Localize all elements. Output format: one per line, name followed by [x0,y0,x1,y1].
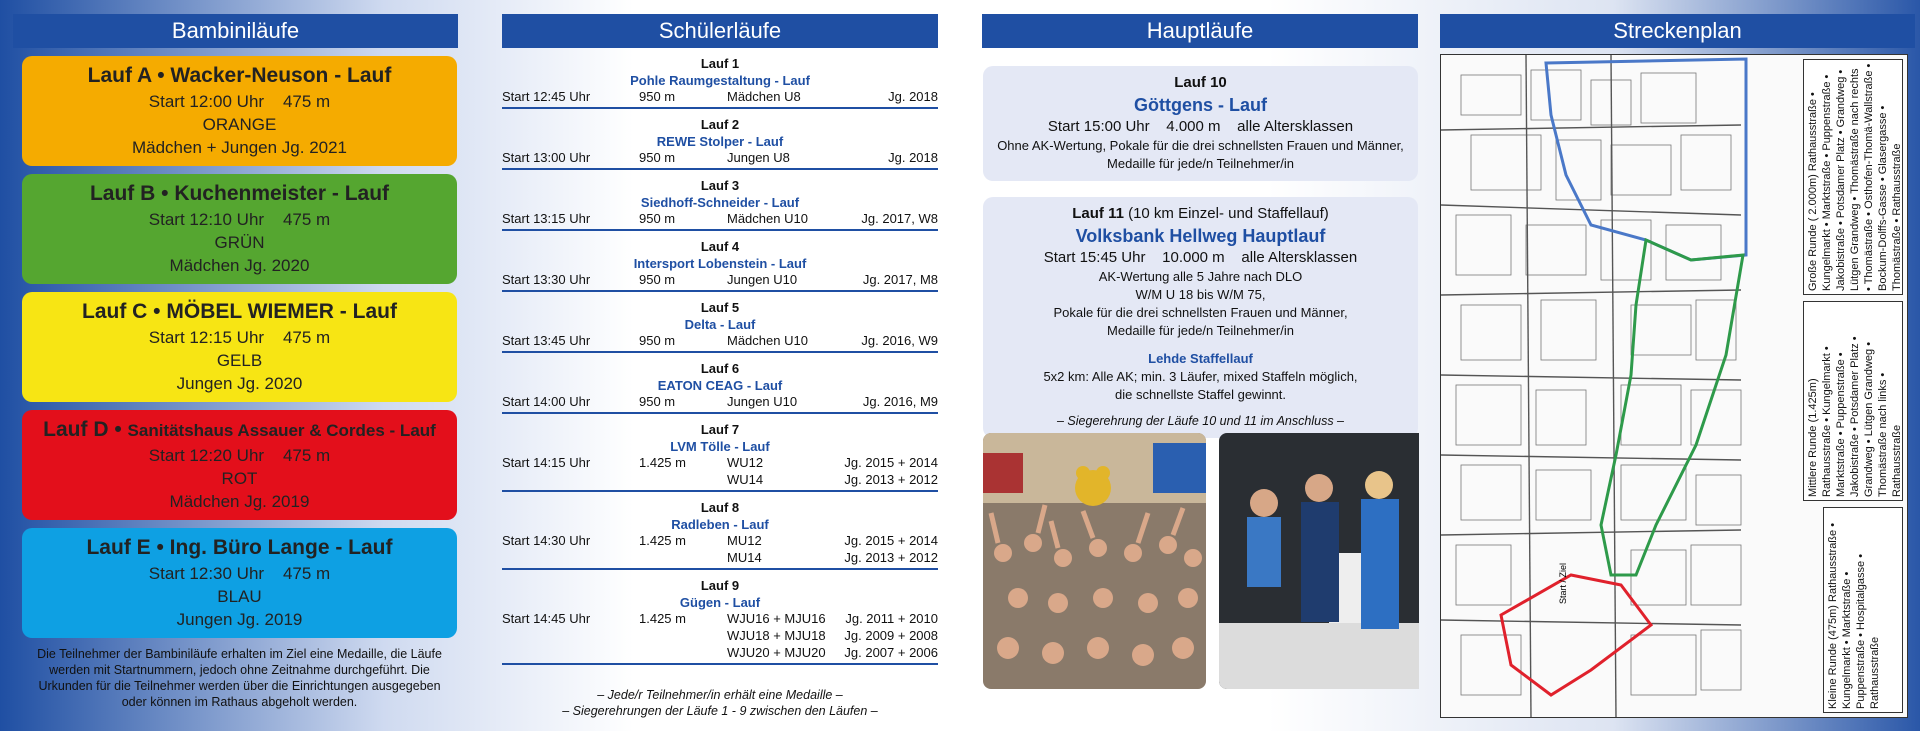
row-years: Jg. 2017, W8 [861,211,938,226]
schueler-run-row [502,645,938,662]
schueler-run-number: Lauf 9 [700,578,740,593]
bambini-run-group: Mädchen + Jungen Jg. 2021 [131,138,348,157]
schueler-run [502,577,938,665]
schueler-run-number: Lauf 8 [700,500,740,515]
row-distance: 1.425 m [639,455,686,470]
row-class: WU12 [727,455,764,470]
schueler-run-sponsor: Gügen - Lauf [679,595,761,610]
divider [502,412,938,414]
schueler-heading: Schülerläufe [502,14,938,48]
row-distance: 950 m [639,89,676,104]
divider [502,568,938,570]
row-start: Start 13:45 Uhr [502,333,591,348]
lauf-11-start: Start 15:45 Uhr 10.000 m alle Altersklassen [1043,249,1358,266]
row-distance: 950 m [639,150,676,165]
schueler-run-number: Lauf 3 [700,178,740,193]
row-class: Mädchen U10 [727,211,808,226]
bambini-run-title: Lauf A • Wacker-Neuson - Lauf [87,64,392,87]
bambini-heading: Bambiniläufe [13,14,458,48]
lauf-11-number: Lauf 11 (10 km Einzel- und Staffellauf) [1072,205,1329,222]
row-distance: 1.425 m [639,533,686,548]
schueler-run [502,116,938,170]
staffel-line: die schnellste Staffel gewinnt. [1114,387,1287,402]
schueler-footer-line: – Siegerehrungen der Läufe 1 - 9 zwischen den Läufen – [562,704,878,718]
row-class: WJU20 + MJU20 [727,645,826,660]
bambini-run-box [22,528,457,638]
schueler-run-number: Lauf 2 [700,117,740,132]
row-distance: 950 m [639,211,676,226]
lauf-10-start: Start 15:00 Uhr 4.000 m alle Altersklassen [1047,118,1354,135]
schueler-run-number: Lauf 4 [700,239,740,254]
legend-mid: Mittlere Runde (1.425m) Rathausstraße • Kungelmarkt • Marktstraße • Puppenstraße • Jakobistraße • Potsdamer Platz • Grandweg • Lütgen Grandweg • Thomästraße nach links • Rathausstraße [1803,301,1903,501]
siegerehrung-note: – Siegerehrung der Läufe 10 und 11 im Anschluss – [1057,414,1344,428]
schueler-list [502,55,938,665]
schueler-run-row [502,211,938,228]
schueler-run-row [502,533,938,550]
bambini-list [13,56,458,638]
schueler-run [502,177,938,231]
bambini-note: Die Teilnehmer der Bambiniläufe erhalten im Ziel eine Medaille, die Läufe werden mit Startnummern, jedoch ohne Zeitnahme durchgeführt. Die Urkunden für die Teilnehmer werden über die Einrichtungen ausgegeben oder können im Rathaus abgeholt werden. [37,647,442,709]
row-start: Start 14:45 Uhr [502,611,591,626]
row-class: Jungen U10 [727,272,798,287]
lauf-11-note: (10 km Einzel- und Staffellauf) [1123,205,1329,222]
lauf-10-line: Medaille für jede/n Teilnehmer/in [1107,156,1294,171]
divider [502,168,938,170]
schueler-run-sponsor: EATON CEAG - Lauf [657,378,783,393]
staffel-title: Lehde Staffellauf [1148,351,1253,366]
row-class: WJU16 + MJU16 [727,611,826,626]
haupt-column [982,14,1418,438]
row-years: Jg. 2011 + 2010 [845,611,938,626]
schueler-run-row [502,611,938,628]
lauf-11-line: Medaille für jede/n Teilnehmer/in [1107,323,1294,338]
crowd-photo [983,433,1206,689]
row-class: Jungen U10 [727,394,798,409]
divider [502,351,938,353]
bambini-run-color: GELB [216,351,263,370]
haupt-heading: Hauptläufe [982,14,1418,48]
schueler-run-number: Lauf 7 [700,422,740,437]
schueler-run-row [502,455,938,472]
bambini-run-title: Lauf B • Kuchenmeister - Lauf [89,182,390,205]
legend-big: Große Runde ( 2.000m) Rathausstraße • Kungelmarkt • Marktstraße • Puppenstraße • Jakobistraße • Potsdamer Platz • Grandweg • Lütgen Grandweg • Thomästraße nach rechts • Thomästraße • Osthofen-Thomä-Wallstraße • Bockum-Dolffs-Gasse • Glasergasse • Thomästraße • Rathausstraße [1803,59,1903,295]
lauf-10-name: Göttgens - Lauf [1134,95,1267,115]
row-distance: 1.425 m [639,611,686,626]
row-start: Start 13:15 Uhr [502,211,591,226]
schueler-run-sponsor: Radleben - Lauf [671,517,769,532]
row-years: Jg. 2018 [888,150,938,165]
row-start: Start 14:00 Uhr [502,394,591,409]
row-years: Jg. 2009 + 2008 [844,628,938,643]
bambini-run-group: Jungen Jg. 2019 [176,610,303,629]
schueler-run-row [502,394,938,411]
row-class: MU14 [727,550,762,565]
divider [502,490,938,492]
row-distance: 950 m [639,333,676,348]
schueler-run-sponsor: Delta - Lauf [684,317,756,332]
row-years: Jg. 2017, M8 [862,272,938,287]
bambini-run-start: Start 12:10 Uhr 475 m [148,210,331,229]
schueler-run-number: Lauf 6 [700,361,740,376]
row-class: WU14 [727,472,764,487]
schueler-run-sponsor: Pohle Raumgestaltung - Lauf [630,73,810,88]
bambini-run-start: Start 12:00 Uhr 475 m [148,92,331,111]
bambini-run-group: Jungen Jg. 2020 [176,374,303,393]
row-years: Jg. 2013 + 2012 [844,550,938,565]
row-years: Jg. 2016, W9 [861,333,938,348]
legend-small: Kleine Runde (475m) Rathausstraße • Kungelmarkt • Marktstraße • Puppenstraße • Hospitalgasse • Rathausstraße [1823,507,1903,713]
row-years: Jg. 2015 + 2014 [844,455,938,470]
row-start: Start 14:15 Uhr [502,455,591,470]
bambini-run-color: BLAU [217,587,262,606]
row-start: Start 14:30 Uhr [502,533,591,548]
row-start: Start 13:30 Uhr [502,272,591,287]
schueler-run-row [502,333,938,350]
schueler-run [502,238,938,292]
bambini-run-start: Start 12:20 Uhr 475 m [148,446,331,465]
schueler-run [502,360,938,414]
bambini-run-title: Lauf D • Sanitätshaus Assauer & Cordes - Lauf [43,418,436,441]
schueler-footer-line: – Jede/r Teilnehmer/in erhält eine Medaille – [597,688,843,702]
row-distance: 950 m [639,394,676,409]
row-years: Jg. 2013 + 2012 [844,472,938,487]
schueler-run-number: Lauf 5 [700,300,740,315]
row-class: MU12 [727,533,762,548]
row-years: Jg. 2018 [888,89,938,104]
schueler-run-sponsor: REWE Stolper - Lauf [656,134,784,149]
course-map [1440,54,1908,718]
divider [502,290,938,292]
lauf-10-number: Lauf 10 [1174,74,1227,91]
lauf-11-line: Pokale für die drei schnellsten Frauen und Männer, [1053,305,1348,320]
row-class: WJU18 + MJU18 [727,628,826,643]
row-class: Mädchen U8 [727,89,801,104]
bambini-run-color: ROT [221,469,258,488]
row-start: Start 13:00 Uhr [502,150,591,165]
schueler-run [502,499,938,570]
lauf-11-line: W/M U 18 bis W/M 75, [1135,287,1266,302]
schueler-column [502,14,938,719]
staffel-line: 5x2 km: Alle AK; min. 3 Läufer, mixed Staffeln möglich, [1043,369,1358,384]
bambini-run-color: GRÜN [214,233,265,252]
map-column [1440,14,1915,718]
divider [502,107,938,109]
bambini-run-box [22,410,457,520]
bambini-run-title: Lauf C • MÖBEL WIEMER - Lauf [82,300,397,323]
lauf-11-line: AK-Wertung alle 5 Jahre nach DLO [1098,269,1303,284]
map-heading: Streckenplan [1440,14,1915,48]
schueler-run-row [502,272,938,289]
stage-photo-image [1219,433,1419,689]
bambini-column [13,14,458,710]
bambini-run-group: Mädchen Jg. 2019 [169,492,310,511]
schueler-run-sponsor: Intersport Lobenstein - Lauf [633,256,807,271]
schueler-run-number: Lauf 1 [700,56,740,71]
divider [502,229,938,231]
lauf-11-name: Volksbank Hellweg Hauptlauf [1075,226,1326,246]
stage-photo [1219,433,1442,689]
schueler-run [502,55,938,109]
bambini-run-box [22,56,457,166]
row-years: Jg. 2015 + 2014 [844,533,938,548]
bambini-run-box [22,292,457,402]
schueler-footer [502,687,938,719]
bambini-run-group: Mädchen Jg. 2020 [169,256,310,275]
crowd-photo-image [983,433,1206,689]
bambini-run-color: ORANGE [202,115,277,134]
row-years: Jg. 2007 + 2006 [844,645,938,660]
schueler-run-row [502,550,938,567]
lauf-10-line: Ohne AK-Wertung, Pokale für die drei schnellsten Frauen und Männer, [997,138,1404,153]
row-years: Jg. 2016, M9 [862,394,938,409]
lauf-10-box [983,66,1418,181]
bambini-run-title: Lauf E • Ing. Büro Lange - Lauf [86,536,393,559]
schueler-run-row [502,150,938,167]
bambini-run-start: Start 12:15 Uhr 475 m [148,328,331,347]
divider [502,663,938,665]
row-distance: 950 m [639,272,676,287]
schueler-run-row [502,89,938,106]
bambini-run-start: Start 12:30 Uhr 475 m [148,564,331,583]
schueler-run [502,299,938,353]
schueler-run-row [502,472,938,489]
start-finish-label: Start / Ziel [1558,563,1568,605]
bambini-run-box [22,174,457,284]
schueler-run [502,421,938,492]
row-class: Jungen U8 [727,150,790,165]
schueler-run-sponsor: Siedhoff-Schneider - Lauf [640,195,800,210]
row-class: Mädchen U10 [727,333,808,348]
row-start: Start 12:45 Uhr [502,89,591,104]
schueler-run-sponsor: LVM Tölle - Lauf [670,439,770,454]
lauf-11-box [983,197,1418,438]
schueler-run-row [502,628,938,645]
